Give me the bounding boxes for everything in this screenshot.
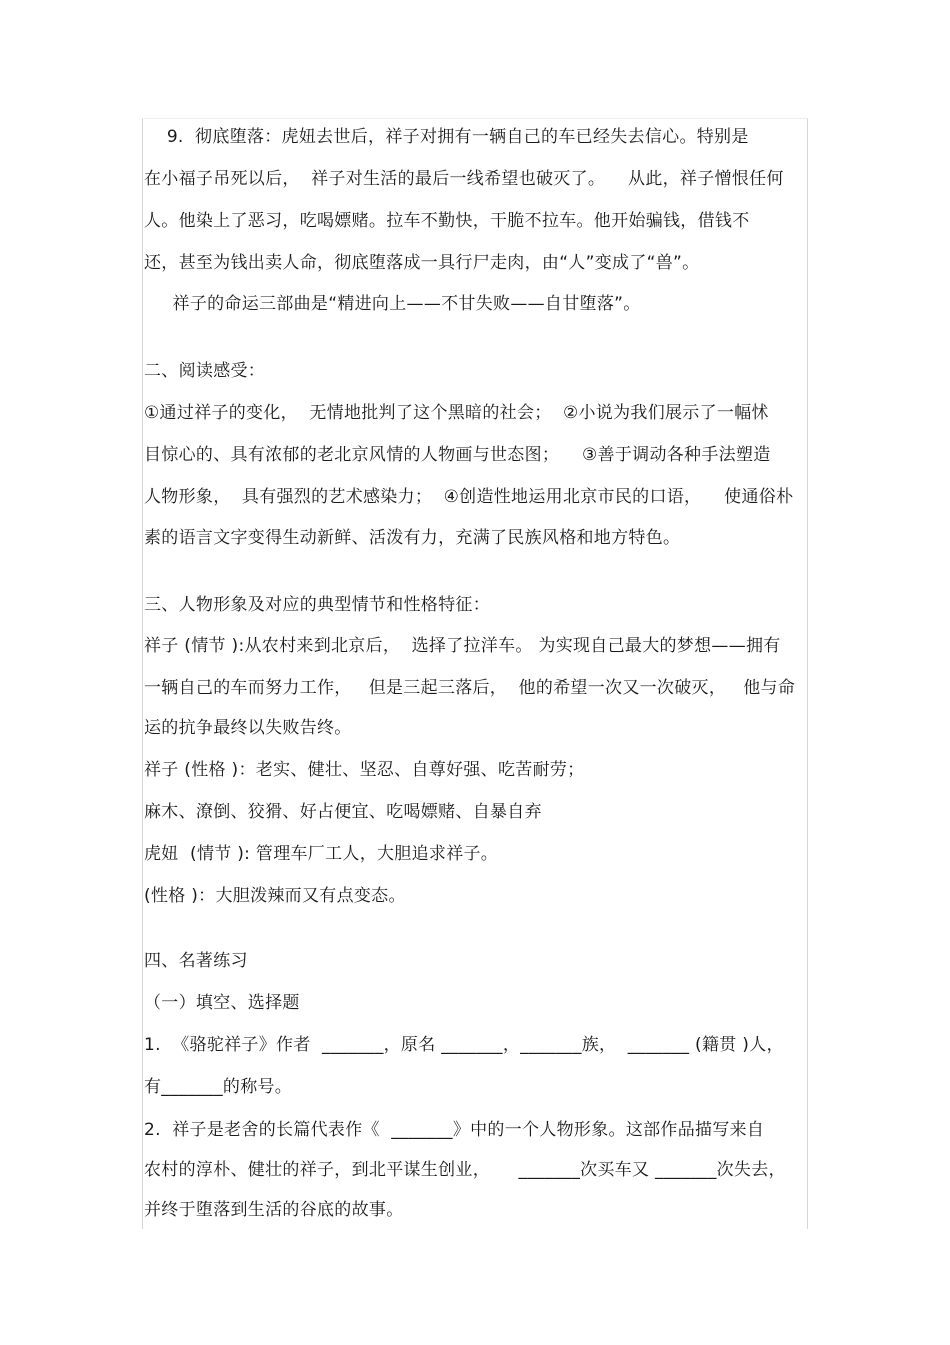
subsection-heading: （一）填空、选择题: [144, 993, 300, 1013]
text-line: 在小福子吊死以后， 祥子对生活的最后一线希望也破灭了。 从此，祥子憎恨任何: [144, 169, 784, 189]
text-line: 还，甚至为钱出卖人命，彻底堕落成一具行尸走肉，由“人”变成了“兽”。: [144, 253, 700, 273]
question-line: 有_______的称号。: [144, 1077, 293, 1097]
text-line: 目惊心的、具有浓郁的老北京风情的人物画与世态图； ③善于调动各种手法塑造: [144, 445, 771, 465]
text-line: 祥子的命运三部曲是“精进向上——不甘失败——自甘堕落”。: [144, 294, 641, 314]
text-line: 运的抗争最终以失败告终。: [144, 718, 352, 738]
text-line: 素的语言文字变得生动新鲜、活泼有力，充满了民族风格和地方特色。: [144, 528, 681, 548]
question-line: 农村的淳朴、健壮的祥子，到北平谋生创业， _______次买车又 _______次失去，: [144, 1160, 786, 1180]
text-line: 麻木、潦倒、狡猾、好占便宜、吃喝嫖赌、自暴自弃: [144, 802, 542, 822]
text-line: 虎妞 (情节 ): 管理车厂工人，大胆追求祥子。: [144, 844, 499, 864]
text-line: 祥子 (情节 ):从农村来到北京后， 选择了拉洋车。 为实现自己最大的梦想——拥有: [144, 636, 781, 656]
text-line: ①通过祥子的变化， 无情地批判了这个黑暗的社会； ②小说为我们展示了一幅怵: [144, 403, 769, 423]
section-heading: 二、阅读感受：: [144, 361, 266, 381]
text-line: 人。他染上了恶习，吃喝嫖赌。拉车不勤快，干脆不拉车。他开始骗钱，借钱不: [144, 211, 750, 231]
text-line: (性格 )：大胆泼辣而又有点变态。: [144, 886, 406, 906]
section-heading: 三、人物形象及对应的典型情节和性格特征：: [144, 595, 490, 615]
page-border: [142, 118, 808, 1229]
question-line: 1. 《骆驼祥子》作者 _______，原名 _______，_______族， _______ (籍贯 )人，: [144, 1035, 784, 1055]
text-line: 祥子 (性格 )：老实、健壮、坚忍、自尊好强、吃苦耐劳；: [144, 760, 585, 780]
text-line: 9. 彻底堕落：虎妞去世后，祥子对拥有一辆自己的车已经失去信心。特别是: [144, 127, 749, 147]
question-line: 并终于堕落到生活的谷底的故事。: [144, 1200, 404, 1220]
question-line: 2. 祥子是老舍的长篇代表作《 _______》中的一个人物形象。这部作品描写来自: [144, 1120, 765, 1140]
section-heading: 四、名著练习: [144, 951, 248, 971]
text-line: 一辆自己的车而努力工作， 但是三起三落后， 他的希望一次又一次破灭， 他与命: [144, 678, 796, 698]
text-line: 人物形象， 具有强烈的艺术感染力； ④创造性地运用北京市民的口语， 使通俗朴: [144, 487, 794, 507]
